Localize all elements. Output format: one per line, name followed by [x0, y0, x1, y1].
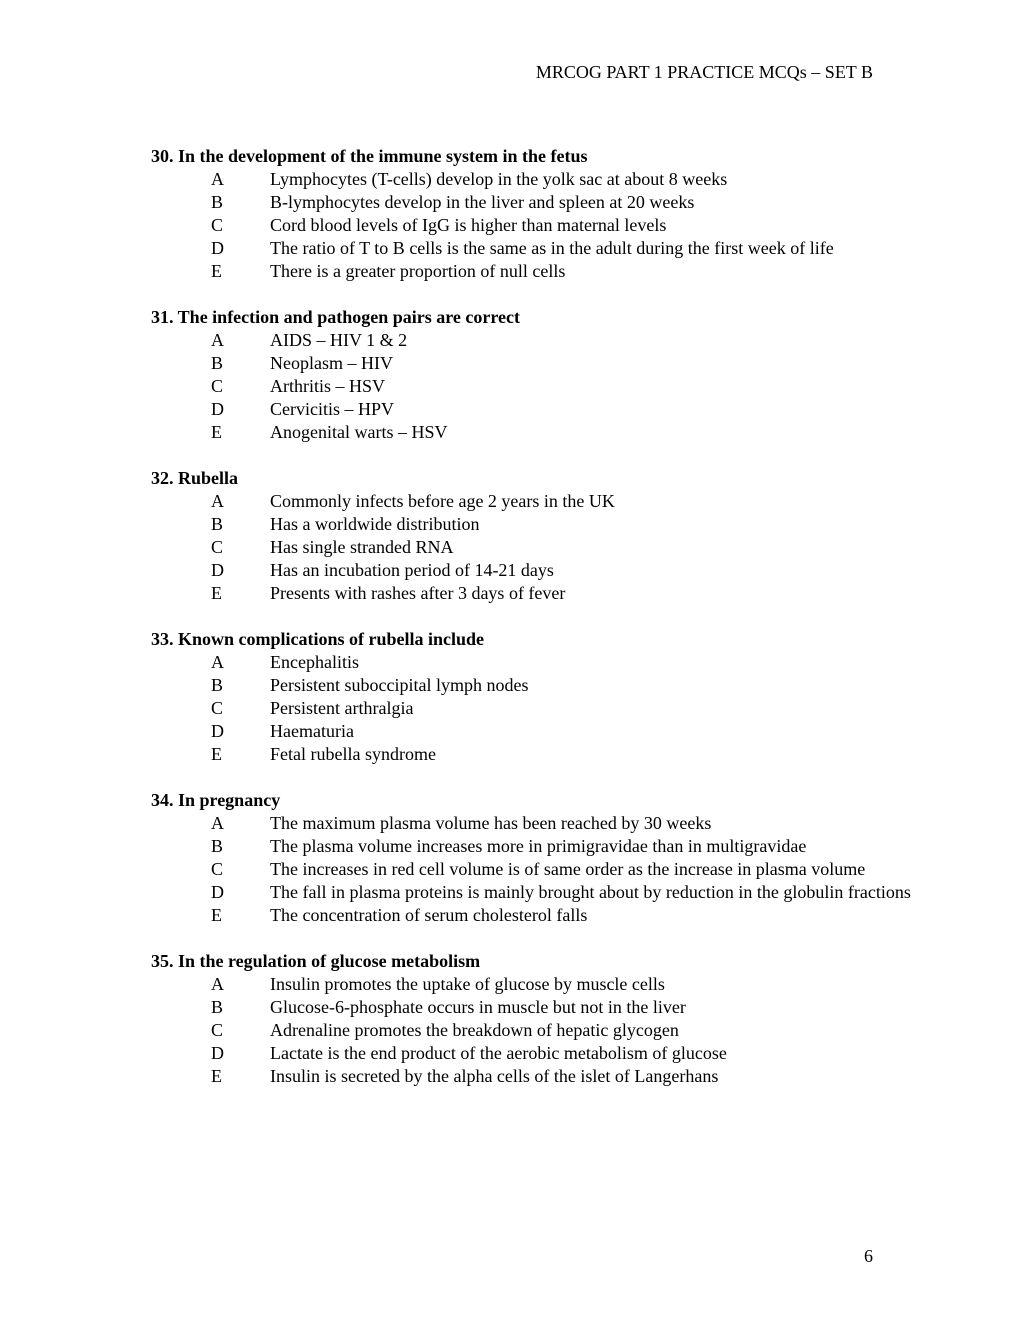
- option-text: Adrenaline promotes the breakdown of hepatic glycogen: [270, 1020, 679, 1040]
- option-text: Insulin promotes the uptake of glucose by muscle cells: [270, 974, 665, 994]
- option-letter: B: [211, 353, 224, 373]
- option-d: [151, 1042, 931, 1065]
- option-letter: E: [211, 422, 222, 442]
- question-title: 31. The infection and pathogen pairs are correct: [151, 307, 520, 327]
- option-text: Commonly infects before age 2 years in the UK: [270, 491, 615, 511]
- option-text: Presents with rashes after 3 days of fever: [270, 583, 566, 603]
- option-letter: D: [211, 1043, 224, 1063]
- option-d: [151, 881, 931, 904]
- option-letter: C: [211, 215, 224, 235]
- option-text: B-lymphocytes develop in the liver and spleen at 20 weeks: [270, 192, 695, 212]
- option-letter: D: [211, 721, 224, 741]
- option-letter: B: [211, 514, 224, 534]
- option-b: [151, 513, 931, 536]
- option-text: Insulin is secreted by the alpha cells of the islet of Langerhans: [270, 1066, 719, 1086]
- option-letter: A: [211, 974, 224, 994]
- question-title: 34. In pregnancy: [151, 790, 281, 810]
- option-letter: D: [211, 560, 224, 580]
- option-letter: D: [211, 882, 224, 902]
- option-text: Has single stranded RNA: [270, 537, 454, 557]
- option-d: [151, 559, 931, 582]
- option-d: [151, 237, 931, 260]
- question-title: 33. Known complications of rubella include: [151, 629, 485, 649]
- question-30: [151, 145, 931, 283]
- option-b: [151, 674, 931, 697]
- option-letter: E: [211, 1066, 222, 1086]
- question-35: [151, 950, 931, 1088]
- option-c: [151, 1019, 931, 1042]
- page-number: 6: [864, 1246, 873, 1266]
- option-e: [151, 743, 931, 766]
- option-a: [151, 812, 931, 835]
- option-letter: C: [211, 859, 224, 879]
- option-a: [151, 651, 931, 674]
- option-text: Lymphocytes (T-cells) develop in the yolk sac at about 8 weeks: [270, 169, 728, 189]
- option-e: [151, 260, 931, 283]
- option-letter: E: [211, 744, 222, 764]
- option-a: [151, 490, 931, 513]
- option-text: The plasma volume increases more in primigravidae than in multigravidae: [270, 836, 807, 856]
- option-letter: A: [211, 813, 224, 833]
- question-title: 30. In the development of the immune system in the fetus: [151, 146, 588, 166]
- option-b: [151, 352, 931, 375]
- option-text: Has a worldwide distribution: [270, 514, 480, 534]
- option-text: Fetal rubella syndrome: [270, 744, 436, 764]
- option-letter: E: [211, 583, 222, 603]
- option-letter: B: [211, 675, 224, 695]
- option-text: Encephalitis: [270, 652, 359, 672]
- running-header: MRCOG PART 1 PRACTICE MCQs – SET B: [535, 62, 873, 82]
- option-text: Glucose-6-phosphate occurs in muscle but not in the liver: [270, 997, 686, 1017]
- option-a: [151, 329, 931, 352]
- option-text: Neoplasm – HIV: [270, 353, 393, 373]
- question-list: [151, 145, 931, 1111]
- option-letter: B: [211, 192, 224, 212]
- question-title: 35. In the regulation of glucose metabolism: [151, 951, 481, 971]
- option-c: [151, 375, 931, 398]
- option-text: Anogenital warts – HSV: [270, 422, 448, 442]
- option-letter: C: [211, 1020, 224, 1040]
- question-32: [151, 467, 931, 605]
- option-letter: C: [211, 376, 224, 396]
- option-c: [151, 214, 931, 237]
- option-a: [151, 168, 931, 191]
- option-letter: E: [211, 905, 222, 925]
- option-e: [151, 1065, 931, 1088]
- option-text: Cord blood levels of IgG is higher than maternal levels: [270, 215, 667, 235]
- option-text: Cervicitis – HPV: [270, 399, 394, 419]
- option-text: AIDS – HIV 1 & 2: [270, 330, 408, 350]
- option-text: Persistent arthralgia: [270, 698, 414, 718]
- option-text: The fall in plasma proteins is mainly brought about by reduction in the globulin fractions: [270, 882, 911, 902]
- option-e: [151, 421, 931, 444]
- option-c: [151, 697, 931, 720]
- option-c: [151, 858, 931, 881]
- option-text: Haematuria: [270, 721, 354, 741]
- option-b: [151, 191, 931, 214]
- option-letter: A: [211, 652, 224, 672]
- option-letter: A: [211, 330, 224, 350]
- question-34: [151, 789, 931, 927]
- option-text: The maximum plasma volume has been reached by 30 weeks: [270, 813, 712, 833]
- option-b: [151, 835, 931, 858]
- option-letter: D: [211, 399, 224, 419]
- question-title: 32. Rubella: [151, 468, 239, 488]
- option-e: [151, 582, 931, 605]
- option-text: The concentration of serum cholesterol falls: [270, 905, 588, 925]
- option-text: Has an incubation period of 14-21 days: [270, 560, 554, 580]
- option-text: The ratio of T to B cells is the same as in the adult during the first week of life: [270, 238, 834, 258]
- question-33: [151, 628, 931, 766]
- option-d: [151, 720, 931, 743]
- question-31: [151, 306, 931, 444]
- option-text: Lactate is the end product of the aerobic metabolism of glucose: [270, 1043, 727, 1063]
- option-text: There is a greater proportion of null cells: [270, 261, 566, 281]
- option-c: [151, 536, 931, 559]
- option-text: Arthritis – HSV: [270, 376, 386, 396]
- option-text: The increases in red cell volume is of same order as the increase in plasma volume: [270, 859, 866, 879]
- option-d: [151, 398, 931, 421]
- option-a: [151, 973, 931, 996]
- option-letter: B: [211, 836, 224, 856]
- option-b: [151, 996, 931, 1019]
- option-text: Persistent suboccipital lymph nodes: [270, 675, 529, 695]
- option-letter: C: [211, 698, 224, 718]
- option-letter: E: [211, 261, 222, 281]
- option-letter: A: [211, 491, 224, 511]
- option-e: [151, 904, 931, 927]
- option-letter: C: [211, 537, 224, 557]
- option-letter: D: [211, 238, 224, 258]
- option-letter: A: [211, 169, 224, 189]
- option-letter: B: [211, 997, 224, 1017]
